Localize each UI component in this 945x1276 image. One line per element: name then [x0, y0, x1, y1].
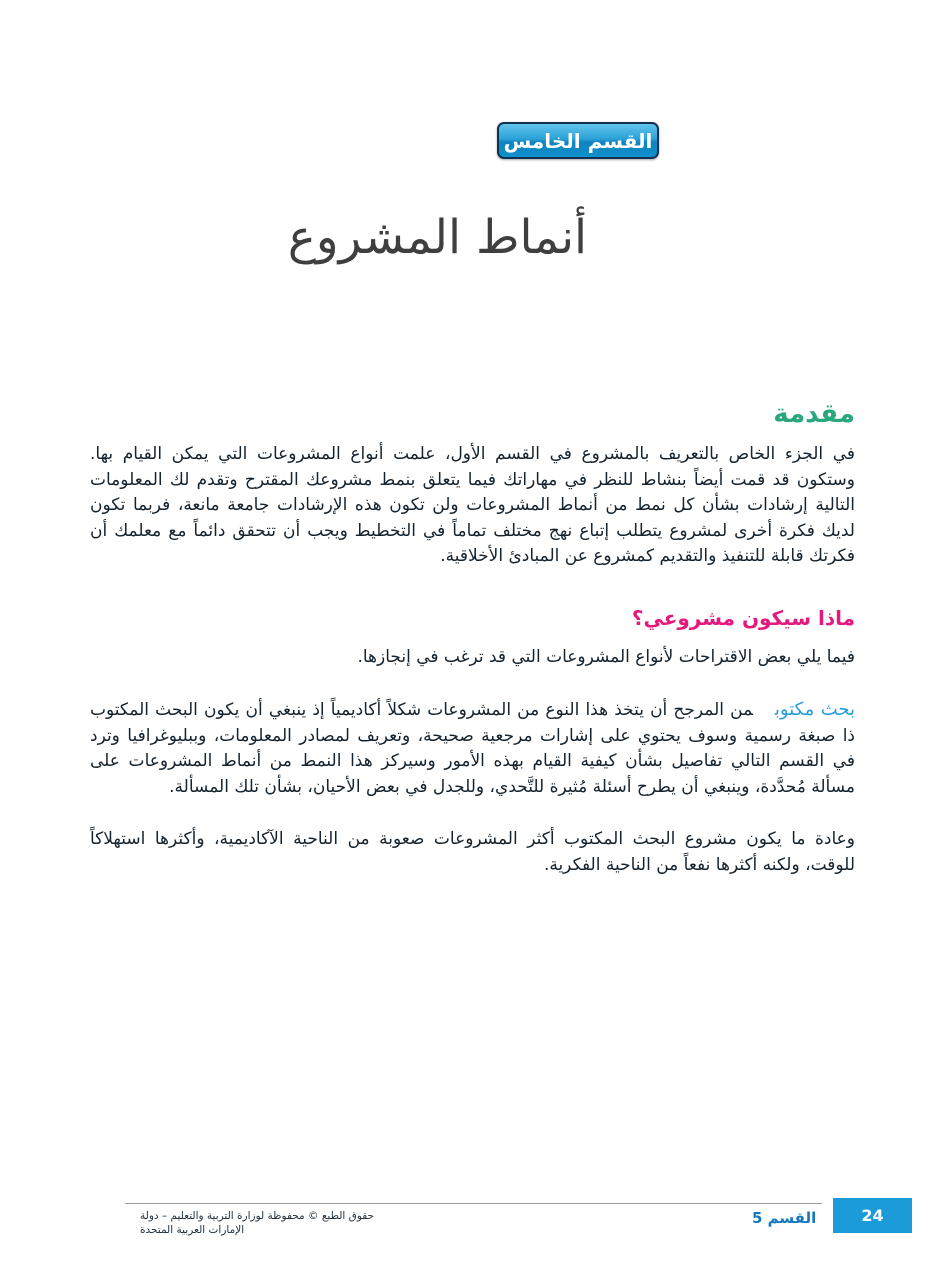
written-research-paragraph	[90, 697, 855, 800]
what-project-heading: ماذا سيكون مشروعي؟	[631, 605, 855, 630]
page-number: 24	[861, 1206, 884, 1225]
suggestions-line: فيما يلي بعض الاقتراحات لأنواع المشروعات التي قد ترغب في إنجازها.	[357, 646, 855, 667]
page-title: أنماط المشروع	[287, 210, 588, 265]
page-number-box	[833, 1198, 912, 1233]
footer-section-label: القسم 5	[752, 1209, 817, 1227]
intro-heading: مقدمة	[773, 399, 855, 430]
page-content	[90, 0, 855, 878]
section-badge-label: القسم الخامس	[503, 128, 653, 153]
written-research-closing: وعادة ما يكون مشروع البحث المكتوب أكثر المشروعات صعوبة من الناحية الآكاديمية، وأكثرها استهلاكاً للوقت، ولكنه أكثرها نفعاً من الناحية الفكرية.	[90, 829, 855, 875]
intro-paragraph: في الجزء الخاص بالتعريف بالمشروع في القسم الأول، علمت أنواع المشروعات التي يمكن القيام بها. وستكون قد قمت أيضاً بنشاط للنظر في مهاراتك فيما يتعلق بنمط مشروعك المقترح وتقدم لك المعلومات التالية إرشادات بشأن كل نمط من أنماط المشروعات ولن تكون هذه الإرشادات جامعة مانعة، فربما تكون لديك فكرة أخرى لمشروع يتطلب إتباع نهج مختلف تماماً في التخطيط ويجب أن تتحقق دائماً مع معلمك أن فكرتك قابلة للتنفيذ والتقديم كمشروع عن المبادئ الأخلاقية.	[90, 444, 855, 567]
written-research-lead: بحث مكتوب	[774, 699, 855, 721]
footer-divider	[125, 1203, 822, 1204]
footer-copyright: حقوق الطبع © محفوظة لوزارة التربية والتعليم – دولة الإمارات العربية المتحدة	[140, 1210, 375, 1236]
written-research-body: من المرجح أن يتخذ هذا النوع من المشروعات شكلاً أكاديمياً إذ ينبغي أن يكون البحث المكتوب ذا صبغة رسمية وسوف يحتوي على إشارات مرجعية صحيحة، وتعريف لمصادر المعلومات، وببليوغرافيا وترد في القسم التالي تفاصيل بشأن كيفية القيام بهذه الأمور وسيركز هذا النمط من أنماط المشروعات على مسألة مُحدَّدة، وينبغي أن يطرح أسئلة مُثيرة للتَّحدي، وللجدل في بعض الأحيان، بشأن تلك المسألة.	[90, 700, 855, 797]
